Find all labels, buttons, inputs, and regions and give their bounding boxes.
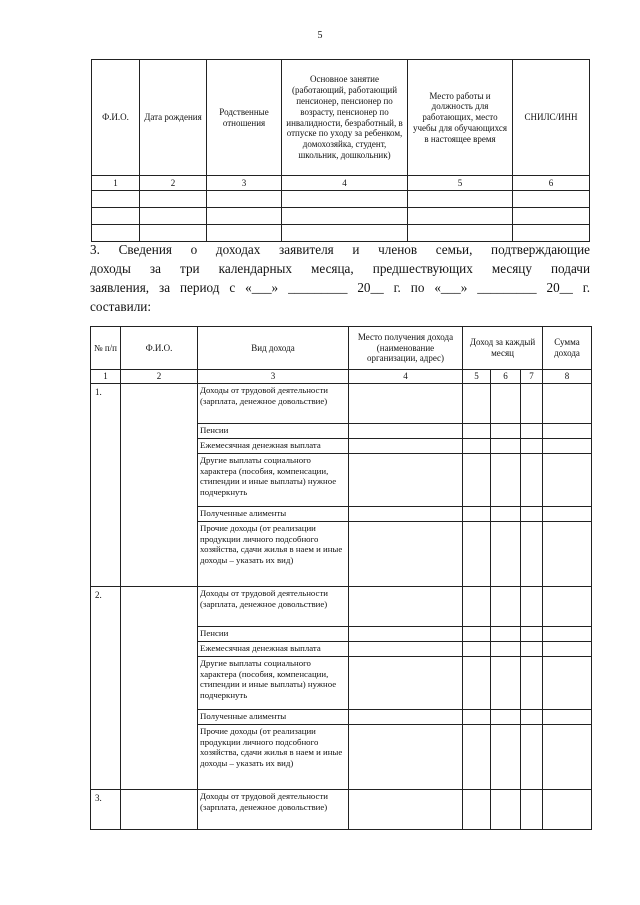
- header-income-place: Место получения дохода (наименование организации, адрес): [349, 327, 463, 370]
- paragraph-line: заявления, за период с «___» _________ 20__ г. по «___» _________ 20__ г.: [90, 280, 590, 295]
- income-type-label: Полученные алименты: [198, 710, 349, 725]
- table-row: [92, 191, 590, 208]
- col-number: 1: [91, 370, 121, 384]
- col-number: 7: [521, 370, 543, 384]
- income-type-label: Прочие доходы (от реализации продукции личного подсобного хозяйства, сдачи жилья в наем и иные доходы – указать их вид): [198, 522, 349, 587]
- income-type-label: Прочие доходы (от реализации продукции личного подсобного хозяйства, сдачи жилья в наем и иные доходы – указать их вид): [198, 725, 349, 790]
- header-number: № п/п: [91, 327, 121, 370]
- col-number: 3: [198, 370, 349, 384]
- paragraph-line: составили:: [90, 299, 151, 314]
- table-row: [91, 790, 592, 830]
- header-main-occupation: Основное занятие (работающий, работающий пенсионер, пенсионер по возрасту, пенсионер по инвалидности, безработный, в отпуске по уходу за ребенком, домохозяйка, студент, школьник, дошкольник): [282, 60, 408, 176]
- income-type-label: Пенсии: [198, 424, 349, 439]
- header-monthly-income: Доход за каждый месяц: [463, 327, 543, 370]
- col-number: 4: [349, 370, 463, 384]
- paragraph-line: 3. Сведения о доходах заявителя и членов семьи, подтверждающие: [90, 242, 590, 257]
- col-number: 5: [408, 176, 513, 191]
- income-type-label: Другие выплаты социального характера (пособия, компенсации, стипендии и иные выплаты) нужное подчеркнуть: [198, 454, 349, 507]
- table-row: [91, 384, 592, 424]
- col-number: 3: [207, 176, 282, 191]
- col-number: 8: [543, 370, 592, 384]
- col-number: 6: [491, 370, 521, 384]
- page-number: 5: [317, 30, 323, 41]
- table-row: [91, 587, 592, 627]
- header-fio: Ф.И.О.: [121, 327, 198, 370]
- income-section-paragraph: [90, 240, 590, 316]
- family-members-table: [91, 59, 590, 242]
- row-number: 1.: [91, 384, 121, 587]
- header-income-sum: Сумма дохода: [543, 327, 592, 370]
- table-row: [92, 225, 590, 242]
- header-fio: Ф.И.О.: [92, 60, 140, 176]
- income-type-label: Пенсии: [198, 627, 349, 642]
- col-number: 2: [121, 370, 198, 384]
- col-number: 2: [140, 176, 207, 191]
- income-type-label: Доходы от трудовой деятельности (зарплата, денежное довольствие): [198, 587, 349, 627]
- header-income-type: Вид дохода: [198, 327, 349, 370]
- row-number: 2.: [91, 587, 121, 790]
- income-type-label: Доходы от трудовой деятельности (зарплата, денежное довольствие): [198, 790, 349, 830]
- col-number: 1: [92, 176, 140, 191]
- col-number: 4: [282, 176, 408, 191]
- row-number: 3.: [91, 790, 121, 830]
- header-birth-date: Дата рождения: [140, 60, 207, 176]
- income-type-label: Ежемесячная денежная выплата: [198, 642, 349, 657]
- header-work-place: Место работы и должность для работающих, место учебы для обучающихся в настоящее время: [408, 60, 513, 176]
- paragraph-line: доходы за три календарных месяца, предшествующих месяцу подачи: [90, 261, 590, 276]
- income-type-label: Другие выплаты социального характера (пособия, компенсации, стипендии и иные выплаты) нужное подчеркнуть: [198, 657, 349, 710]
- col-number: 5: [463, 370, 491, 384]
- table-row: [92, 208, 590, 225]
- income-type-label: Ежемесячная денежная выплата: [198, 439, 349, 454]
- col-number: 6: [513, 176, 590, 191]
- header-relation: Родственные отношения: [207, 60, 282, 176]
- income-table: [90, 326, 592, 830]
- income-type-label: Полученные алименты: [198, 507, 349, 522]
- header-snils-inn: СНИЛС/ИНН: [513, 60, 590, 176]
- income-type-label: Доходы от трудовой деятельности (зарплата, денежное довольствие): [198, 384, 349, 424]
